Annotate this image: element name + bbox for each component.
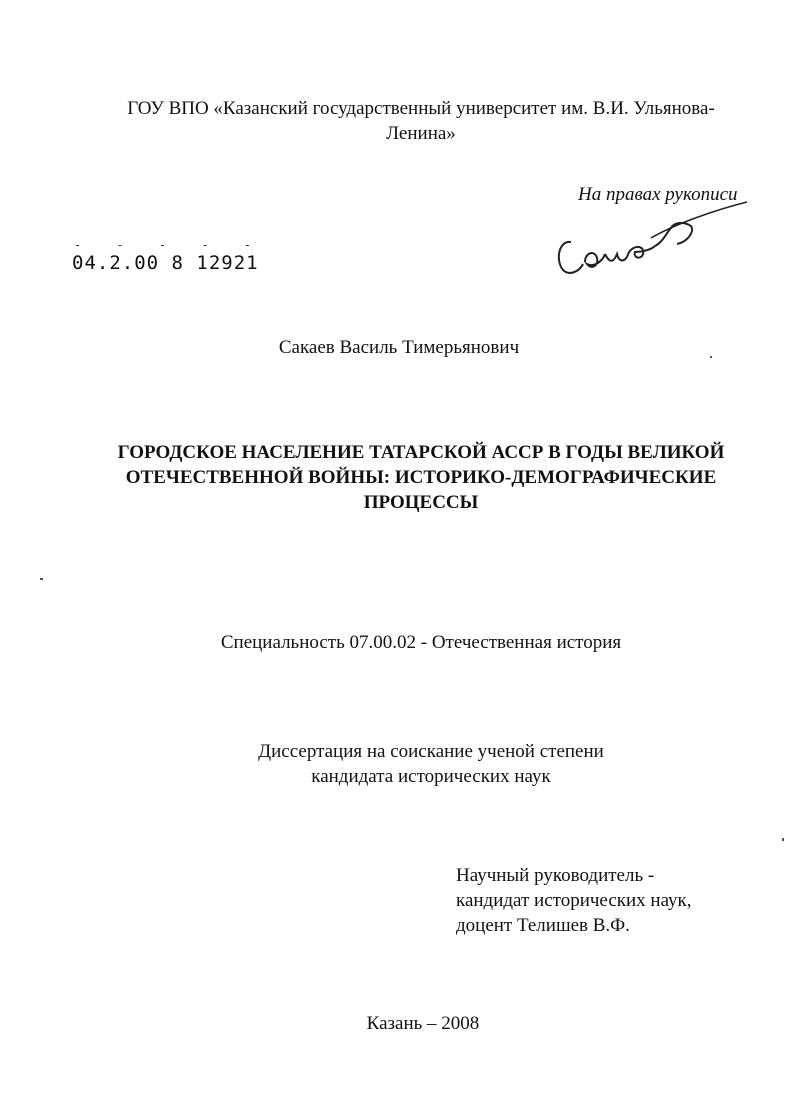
title-line-3: ПРОЦЕССЫ — [363, 492, 479, 513]
scan-speck — [782, 838, 784, 841]
institution-line-2: Ленина» — [386, 123, 456, 144]
author-signature — [555, 190, 755, 290]
supervisor-line-3: доцент Телишев В.Ф. — [456, 915, 630, 936]
place-year: Казань – 2008 — [366, 1013, 480, 1034]
supervisor-line-2: кандидат исторических наук, — [456, 890, 692, 911]
specialty: Специальность 07.00.02 - Отечественная история — [220, 632, 622, 653]
scan-speck — [710, 356, 712, 358]
title-line-2: ОТЕЧЕСТВЕННОЙ ВОЙНЫ: ИСТОРИКО-ДЕМОГРАФИЧЕСКИЕ — [125, 467, 717, 488]
author-name: Сакаев Василь Тимерьянович — [278, 337, 520, 358]
dissertation-line-1: Диссертация на соискание ученой степени — [258, 741, 604, 762]
title-line-1: ГОРОДСКОЕ НАСЕЛЕНИЕ ТАТАРСКОЙ АССР В ГОДЫ ВЕЛИКОЙ — [117, 442, 725, 463]
manuscript-note: На правах рукописи — [578, 184, 738, 205]
scan-speck — [40, 578, 43, 580]
dissertation-line-2: кандидата исторических наук — [311, 766, 551, 787]
institution-line-1: ГОУ ВПО «Казанский государственный университет им. В.И. Ульянова- — [127, 98, 715, 119]
supervisor-line-1: Научный руководитель - — [456, 865, 655, 886]
registration-code-marks: - - - - - — [74, 238, 266, 252]
registration-code: 04.2.00 8 12921 — [72, 252, 259, 274]
